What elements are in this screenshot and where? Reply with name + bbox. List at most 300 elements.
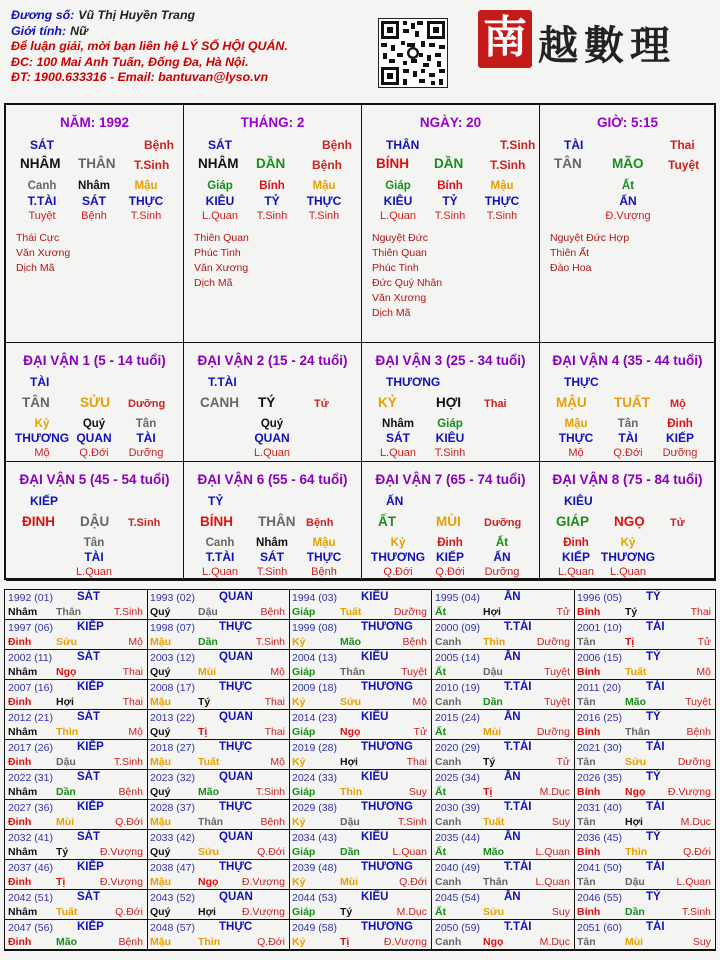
year-cell	[289, 800, 432, 830]
year-cell	[432, 620, 575, 650]
luck-hidden-stem: Giáp	[437, 418, 463, 430]
luck-hidden-state: Bệnh	[311, 566, 337, 578]
luck-hidden-god: THỰC	[558, 431, 594, 445]
luck-hidden-state: Dưỡng	[484, 566, 520, 578]
year-state: Tuyệt	[544, 696, 570, 708]
year-label: 2007 (16)	[8, 682, 53, 694]
year-god: ẤN	[504, 771, 521, 783]
year-god: THỰC	[219, 801, 253, 813]
year-stem: Giáp	[292, 846, 316, 858]
year-stem: Quý	[150, 606, 171, 618]
luck-pillar-2	[184, 343, 362, 462]
year-cell	[432, 890, 575, 920]
luck-title: ĐẠI VẬN 6 (55 - 64 tuổi)	[197, 472, 348, 487]
hidden-god: TỶ	[442, 194, 458, 208]
hidden-god: THỰC	[128, 194, 164, 208]
luck-branch: TUẤT	[614, 395, 650, 410]
year-state: Đ.Vượng	[99, 846, 143, 858]
year-state: T.Sinh	[113, 756, 143, 768]
year-state: Mộ	[270, 756, 285, 768]
year-cell	[5, 680, 148, 710]
luck-hidden-god: KIÊU	[435, 431, 465, 445]
year-god: TÀI	[646, 861, 665, 873]
year-cell	[432, 770, 575, 800]
hidden-stem: Bính	[437, 180, 463, 192]
year-label: 2008 (17)	[150, 682, 195, 694]
year-state: Tử	[556, 756, 570, 768]
year-label: 2044 (53)	[292, 892, 337, 904]
luck-hidden-state: L.Quan	[557, 566, 595, 578]
year-label: 2038 (47)	[150, 862, 195, 874]
year-branch: Thìn	[56, 726, 79, 738]
year-stem: Mậu	[150, 756, 171, 768]
year-branch: Dần	[56, 786, 76, 798]
year-god: KIẾP	[77, 681, 104, 693]
year-branch: Ngọ	[340, 726, 361, 738]
year-branch: Thìn	[198, 936, 221, 948]
year-cell	[147, 860, 290, 890]
year-cell	[432, 830, 575, 860]
year-state: Mộ	[128, 726, 143, 738]
luck-god: KIÊU	[564, 494, 593, 508]
luck-stem: MẬU	[556, 395, 587, 410]
year-stem: Giáp	[292, 726, 316, 738]
year-state: Dưỡng	[536, 636, 570, 648]
luck-hidden-state: L.Quan	[253, 447, 291, 459]
year-stem: Tân	[577, 876, 596, 888]
four-pillars-chart	[4, 103, 716, 580]
year-god: KIÊU	[361, 651, 389, 663]
spirit-star: Thái Cực	[16, 232, 60, 244]
luck-stem: ẤT	[378, 514, 396, 529]
hidden-god: KIÊU	[205, 194, 235, 208]
year-stem: Nhâm	[8, 666, 38, 678]
year-state: T.Sinh	[113, 606, 143, 618]
year-stem: Tân	[577, 636, 596, 648]
year-branch: Sửu	[625, 756, 647, 768]
spirit-star: Thiên Quan	[194, 232, 249, 244]
year-label: 2020 (29)	[435, 742, 480, 754]
year-label: 2013 (22)	[150, 712, 195, 724]
year-stem: Canh	[435, 756, 462, 768]
luck-pillar-5	[6, 462, 184, 581]
hidden-stem: Giáp	[207, 180, 233, 192]
spirit-star: Nguyệt Đức Hợp	[550, 232, 630, 244]
header-info	[11, 8, 288, 86]
year-stem: Bính	[577, 906, 601, 918]
luck-title: ĐẠI VẬN 5 (45 - 54 tuổi)	[19, 472, 170, 487]
year-state: Bệnh	[402, 636, 427, 648]
hidden-state: T.Sinh	[256, 210, 288, 222]
year-god: ẤN	[504, 891, 521, 903]
luck-title: ĐẠI VẬN 2 (15 - 24 tuổi)	[197, 353, 348, 368]
year-stem: Đinh	[8, 876, 32, 888]
year-god: ẤN	[504, 711, 521, 723]
year-branch: Mùi	[198, 666, 217, 678]
year-branch: Dần	[625, 906, 645, 918]
year-cell	[147, 920, 290, 950]
pillar-stem: BÍNH	[376, 156, 409, 171]
pillar-branch-state: Bệnh	[312, 158, 342, 172]
hidden-stem: Nhâm	[78, 180, 110, 192]
pillar-stem-state: Bệnh	[144, 138, 174, 152]
year-state: Mộ	[128, 636, 143, 648]
year-cell	[289, 770, 432, 800]
year-cell	[289, 920, 432, 950]
year-label: 2021 (30)	[577, 742, 622, 754]
year-label: 2015 (24)	[435, 712, 480, 724]
year-label: 2036 (45)	[577, 832, 622, 844]
year-state: Bệnh	[118, 786, 143, 798]
year-god: QUAN	[219, 831, 253, 843]
year-cell	[5, 860, 148, 890]
year-label: 1997 (06)	[8, 622, 53, 634]
luck-pillar-8	[540, 462, 716, 581]
year-stem: Mậu	[150, 936, 171, 948]
spirit-star: Phúc Tinh	[372, 262, 419, 274]
pillar-branch-state: T.Sinh	[134, 158, 170, 172]
year-branch: Mão	[483, 846, 504, 858]
luck-hidden-stem: Tân	[135, 418, 157, 430]
pillar-stem-state: Thai	[670, 138, 695, 152]
year-stem: Canh	[435, 816, 462, 828]
year-branch: Thân	[198, 816, 224, 828]
year-cell	[574, 710, 716, 740]
year-stem: Bính	[577, 786, 601, 798]
luck-stem: CANH	[200, 395, 239, 410]
year-label: 1992 (01)	[8, 592, 53, 604]
year-branch: Tuất	[340, 606, 362, 618]
hidden-state: Tuyệt	[28, 210, 56, 222]
year-cell	[147, 830, 290, 860]
luck-hidden-stem: Ất	[495, 537, 509, 549]
year-branch: Thìn	[625, 846, 648, 858]
year-cell	[289, 620, 432, 650]
luck-hidden-state: L.Quan	[75, 566, 113, 578]
luck-branch: MÙI	[436, 514, 461, 529]
year-god: KIẾP	[77, 801, 104, 813]
year-god: THƯƠNG	[361, 681, 413, 693]
year-stem: Mậu	[150, 876, 171, 888]
year-cell	[432, 740, 575, 770]
luck-god: KIẾP	[30, 494, 59, 508]
year-stem: Ất	[435, 846, 447, 858]
year-branch: Dần	[198, 636, 218, 648]
year-cell	[147, 680, 290, 710]
year-stem: Tân	[577, 816, 596, 828]
luck-branch: SỬU	[80, 395, 110, 410]
year-god: ẤN	[504, 591, 521, 603]
year-label: 2050 (59)	[435, 922, 480, 934]
year-cell	[289, 830, 432, 860]
luck-hidden-state: Mộ	[568, 447, 584, 459]
year-label: 2049 (58)	[292, 922, 337, 934]
year-cell	[574, 740, 716, 770]
phone-email-line: ĐT: 1900.633316 - Email: bantuvan@lyso.vn	[11, 70, 269, 85]
luck-hidden-stem: Kỷ	[620, 537, 636, 549]
year-label: 2027 (36)	[8, 802, 53, 814]
year-branch: Tý	[625, 606, 638, 618]
spirit-star: Văn Xương	[372, 292, 427, 304]
year-stem: Kỷ	[292, 636, 306, 648]
year-branch: Dậu	[483, 666, 503, 678]
year-god: KIÊU	[361, 771, 389, 783]
address-line: ĐC: 100 Mai Anh Tuấn, Đống Đa, Hà Nội.	[11, 54, 249, 69]
year-stem: Tân	[577, 756, 596, 768]
year-god: ẤN	[504, 831, 521, 843]
year-cell	[432, 590, 575, 620]
year-branch: Tị	[483, 786, 493, 798]
year-label: 1995 (04)	[435, 592, 480, 604]
year-state: Bệnh	[260, 816, 285, 828]
luck-pillar-6	[184, 462, 362, 581]
year-label: 2017 (26)	[8, 742, 53, 754]
year-state: Dưỡng	[393, 606, 427, 618]
year-god: KIÊU	[361, 831, 389, 843]
year-label: 2001 (10)	[577, 622, 622, 634]
year-cell	[147, 770, 290, 800]
year-god: SÁT	[77, 891, 100, 903]
year-stem: Nhâm	[8, 906, 38, 918]
luck-hidden-stem: Nhâm	[256, 537, 288, 549]
luck-hidden-god: SÁT	[260, 550, 284, 564]
year-label: 2011 (20)	[577, 682, 622, 694]
year-cell	[5, 650, 148, 680]
pillar-stem-god: THÂN	[386, 138, 420, 152]
luck-hidden-state: Q.Đới	[613, 447, 643, 459]
year-label: 2009 (18)	[292, 682, 337, 694]
year-cell	[432, 920, 575, 950]
year-stem: Kỷ	[292, 876, 306, 888]
year-stem: Bính	[577, 666, 601, 678]
year-branch: Dậu	[198, 606, 218, 618]
year-cell	[147, 590, 290, 620]
year-cell	[574, 890, 716, 920]
year-state: Tuyệt	[685, 696, 711, 708]
year-cell	[5, 590, 148, 620]
luck-branch: THÂN	[258, 514, 296, 529]
year-stem: Quý	[150, 726, 171, 738]
year-god: KIÊU	[361, 711, 389, 723]
spirit-star: Dịch Mã	[372, 307, 411, 319]
hidden-god: THỰC	[306, 194, 342, 208]
luck-hidden-state: Dưỡng	[662, 447, 698, 459]
luck-hidden-god: SÁT	[386, 431, 410, 445]
luck-state: T.Sinh	[128, 517, 161, 529]
year-state: M.Dục	[396, 906, 427, 918]
luck-hidden-stem: Tân	[83, 537, 105, 549]
year-god: THƯƠNG	[361, 801, 413, 813]
year-god: SÁT	[77, 771, 100, 783]
luck-hidden-stem: Nhâm	[382, 418, 414, 430]
year-cell	[574, 590, 716, 620]
year-stem: Giáp	[292, 786, 316, 798]
year-god: THỰC	[219, 681, 253, 693]
year-god: TỶ	[646, 891, 661, 903]
hidden-god: KIÊU	[383, 194, 413, 208]
luck-pillar-1	[6, 343, 184, 462]
year-branch: Hợi	[340, 756, 358, 768]
hidden-stem: Mậu	[312, 180, 336, 192]
annual-pillars-table	[4, 589, 716, 951]
year-branch: Hợi	[198, 906, 216, 918]
year-state: M.Dục	[539, 936, 570, 948]
year-branch: Mùi	[340, 876, 359, 888]
year-label: 2004 (13)	[292, 652, 337, 664]
year-cell	[289, 740, 432, 770]
pillar-branch: DẦN	[256, 156, 286, 171]
hidden-god: T.TÀI	[27, 194, 57, 208]
luck-hidden-stem: Quý	[260, 418, 284, 430]
year-state: Mộ	[412, 696, 427, 708]
year-branch: Thân	[625, 726, 651, 738]
year-branch: Tị	[625, 636, 635, 648]
spirit-star: Nguyệt Đức	[372, 232, 429, 244]
year-cell	[147, 800, 290, 830]
luck-god: T.TÀI	[208, 375, 237, 389]
year-cell	[574, 650, 716, 680]
year-cell	[289, 650, 432, 680]
year-state: M.Dục	[539, 786, 570, 798]
pillar-branch-state: Tuyệt	[668, 158, 700, 172]
pillar-stem: NHÂM	[20, 156, 61, 171]
spirit-star: Thiên Ất	[550, 247, 590, 259]
year-branch: Thìn	[340, 786, 363, 798]
luck-stem: KỶ	[378, 395, 397, 410]
luck-hidden-god: TÀI	[136, 431, 156, 445]
year-label: 2014 (23)	[292, 712, 337, 724]
year-branch: Tý	[340, 906, 353, 918]
year-cell	[289, 710, 432, 740]
year-branch: Mùi	[625, 936, 644, 948]
qr-code-icon	[378, 18, 448, 88]
year-cell	[574, 860, 716, 890]
luck-hidden-stem: Quý	[82, 418, 106, 430]
year-state: Tử	[556, 606, 570, 618]
year-god: TỶ	[646, 651, 661, 663]
year-cell	[574, 800, 716, 830]
owner-label: Đương số:	[11, 8, 75, 22]
year-branch: Dậu	[625, 876, 645, 888]
year-god: KIẾP	[77, 861, 104, 873]
year-label: 2030 (39)	[435, 802, 480, 814]
luck-stem: TÂN	[22, 395, 50, 410]
year-branch: Hợi	[56, 696, 74, 708]
year-label: 2051 (60)	[577, 922, 622, 934]
year-branch: Dậu	[56, 756, 76, 768]
year-cell	[147, 890, 290, 920]
year-label: 2041 (50)	[577, 862, 622, 874]
hidden-stem: Mậu	[134, 180, 158, 192]
luck-hidden-stem: Mậu	[312, 537, 336, 549]
year-state: T.Sinh	[255, 786, 285, 798]
luck-god: TỶ	[208, 494, 224, 508]
year-god: KIẾP	[77, 921, 104, 933]
pillar-2	[184, 105, 362, 343]
year-branch: Mão	[625, 696, 646, 708]
year-god: T.TÀI	[504, 681, 532, 693]
year-state: Suy	[692, 936, 711, 948]
year-state: L.Quan	[676, 876, 711, 888]
year-god: TÀI	[646, 681, 665, 693]
year-state: Tuyệt	[544, 666, 570, 678]
year-label: 2037 (46)	[8, 862, 53, 874]
luck-state: Tử	[670, 517, 685, 529]
year-stem: Mậu	[150, 636, 171, 648]
pillar-title: THÁNG: 2	[240, 115, 305, 130]
year-state: Thai	[264, 726, 285, 738]
luck-hidden-state: T.Sinh	[256, 566, 288, 578]
year-god: QUAN	[219, 771, 253, 783]
luck-hidden-god: TÀI	[618, 431, 638, 445]
year-stem: Canh	[435, 696, 462, 708]
year-state: Bệnh	[260, 606, 285, 618]
hidden-state: T.Sinh	[486, 210, 518, 222]
year-branch: Tị	[198, 726, 208, 738]
year-god: THƯƠNG	[361, 861, 413, 873]
luck-state: Tử	[314, 398, 329, 410]
year-stem: Canh	[435, 636, 462, 648]
year-branch: Mùi	[56, 816, 75, 828]
year-branch: Thân	[340, 666, 366, 678]
spirit-star: Phúc Tinh	[194, 247, 241, 259]
year-branch: Tý	[483, 756, 496, 768]
year-god: TỶ	[646, 591, 661, 603]
year-label: 2034 (43)	[292, 832, 337, 844]
year-cell	[574, 830, 716, 860]
logo-stamp: 南	[478, 10, 532, 68]
spirit-star: Dịch Mã	[16, 262, 55, 274]
year-god: T.TÀI	[504, 861, 532, 873]
luck-hidden-stem: Đinh	[667, 418, 693, 430]
year-god: KIẾP	[77, 741, 104, 753]
year-god: T.TÀI	[504, 801, 532, 813]
luck-hidden-stem: Mậu	[564, 418, 588, 430]
year-state: Q.Đới	[257, 846, 285, 858]
luck-hidden-god: KIẾP	[665, 431, 695, 445]
luck-hidden-god: THỰC	[306, 550, 342, 564]
year-cell	[147, 620, 290, 650]
year-label: 2035 (44)	[435, 832, 480, 844]
year-stem: Quý	[150, 666, 171, 678]
hidden-god: SÁT	[82, 194, 106, 208]
year-cell	[574, 920, 716, 950]
year-state: Thai	[122, 666, 143, 678]
year-branch: Tuất	[56, 906, 78, 918]
logo	[478, 8, 708, 74]
year-state: Tuyệt	[401, 666, 427, 678]
luck-hidden-state: T.Sinh	[434, 447, 466, 459]
year-stem: Nhâm	[8, 786, 38, 798]
year-state: T.Sinh	[397, 816, 427, 828]
pillar-stem-god: SÁT	[208, 138, 232, 152]
year-label: 2026 (35)	[577, 772, 622, 784]
luck-pillar-3	[362, 343, 540, 462]
year-stem: Ất	[435, 786, 447, 798]
year-god: THỰC	[219, 741, 253, 753]
year-branch: Dậu	[340, 816, 360, 828]
year-god: THƯƠNG	[361, 621, 413, 633]
pillar-branch: MÃO	[612, 156, 644, 171]
year-stem: Nhâm	[8, 846, 38, 858]
hidden-stem: Mậu	[490, 180, 514, 192]
luck-hidden-stem: Canh	[205, 537, 235, 549]
year-cell	[5, 830, 148, 860]
luck-hidden-god: THƯƠNG	[600, 550, 656, 564]
luck-hidden-stem: Tân	[617, 418, 639, 430]
luck-hidden-god: THƯƠNG	[370, 550, 426, 564]
year-label: 2032 (41)	[8, 832, 53, 844]
